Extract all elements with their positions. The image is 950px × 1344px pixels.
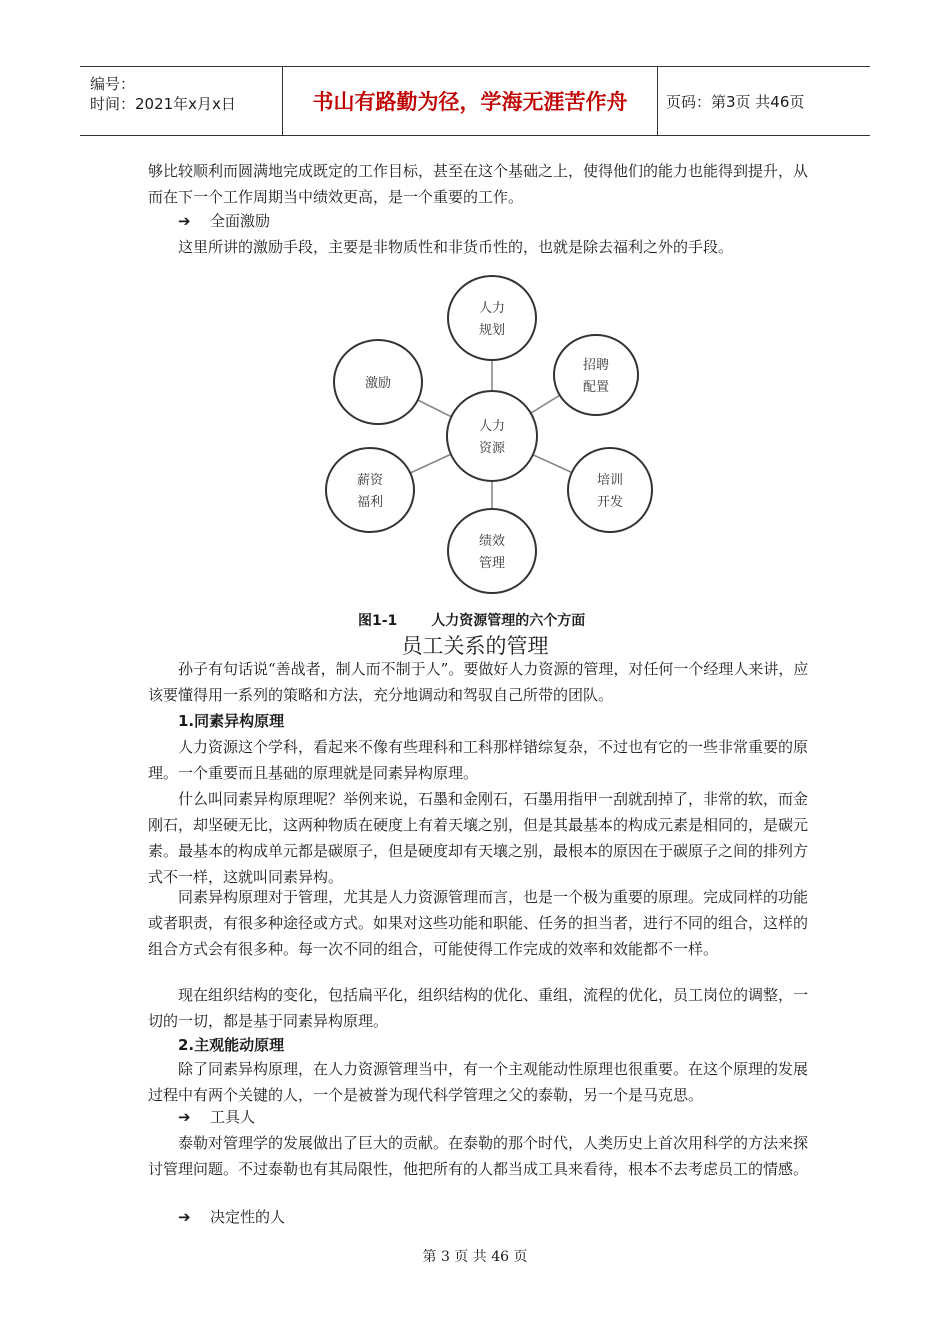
node-center-circle — [447, 391, 537, 481]
spoke-upper-left — [418, 400, 452, 417]
bullet-tool-person — [178, 1104, 255, 1130]
node-center-label-1: 资源 — [478, 441, 506, 456]
section-title: 员工关系的管理 — [401, 634, 549, 658]
node-upper-left-label-0: 激励 — [364, 376, 392, 391]
node-top-label-0: 人力 — [478, 301, 506, 316]
header-meta — [80, 67, 283, 135]
intro-paragraph-1: 够比较顺利而圆满地完成既定的工作目标，甚至在这个基础之上，使得他们的能力也能得到提升，从而在下一个工作周期当中绩效更高，是一个重要的工作。 — [148, 162, 809, 206]
node-top — [448, 276, 536, 360]
bullet-incentive — [178, 208, 270, 234]
heading-initiative: 2.主观能动原理 — [178, 1036, 285, 1054]
node-bottom-label-1: 管理 — [478, 556, 506, 571]
node-center — [447, 391, 537, 481]
node-upper-right-label-0: 招聘 — [582, 358, 610, 373]
node-upper-right-label-1: 配置 — [582, 380, 610, 395]
node-bottom — [448, 509, 536, 593]
heading-isomerism: 1.同素异构原理 — [178, 712, 285, 730]
header-motto: 书山有路勤为径，学海无涯苦作舟 — [283, 67, 658, 135]
node-lower-right-label-0: 培训 — [596, 473, 624, 488]
date-line: 时间：2021年x月x日 — [90, 95, 236, 113]
node-bottom-label-0: 绩效 — [478, 534, 506, 549]
hr-six-aspects-diagram — [320, 268, 660, 598]
node-top-label-1: 规划 — [478, 323, 506, 338]
intro-paragraph-2: 这里所讲的激励手段，主要是非物质性和非货币性的，也就是除去福利之外的手段。 — [178, 238, 734, 256]
node-upper-right — [554, 335, 638, 415]
bullet-tool-label: 工具人 — [210, 1108, 256, 1126]
section-paragraph-6: 除了同素异构原理，在人力资源管理当中，有一个主观能动性原理也很重要。在这个原理的发展过程中有两个关键的人，一个是被誉为现代科学管理之父的泰勒，另一个是马克思。 — [148, 1060, 809, 1104]
arrow-icon: ➔ — [178, 1108, 191, 1126]
diagram-circles — [326, 276, 652, 593]
section-paragraph-5: 现在组织结构的变化，包括扁平化，组织结构的优化、重组，流程的优化，员工岗位的调整，一切的一切，都是基于同素异构原理。 — [148, 986, 809, 1030]
spoke-lower-right — [533, 455, 572, 473]
node-lower-right — [568, 448, 652, 532]
bullet-incentive-label: 全面激励 — [210, 212, 271, 230]
header-page-info: 页码：第3页 共46页 — [666, 92, 805, 111]
arrow-icon: ➔ — [178, 212, 191, 230]
node-upper-left — [334, 340, 422, 424]
figure-caption — [358, 610, 585, 630]
node-lower-left-label-0: 薪资 — [356, 473, 384, 488]
page-header — [80, 66, 870, 136]
section-paragraph-4: 同素异构原理对于管理，尤其是人力资源管理而言，也是一个极为重要的原理。完成同样的功能或者职责，有很多种途径或方式。如果对这些功能和职能、任务的担当者，进行不同的组合，这样的组合方式会有很多种。每一次不同的组合，可能使得工作完成的效率和效能都不一样。 — [148, 888, 809, 958]
figure-number: 图1-1 — [358, 613, 398, 629]
section-paragraph-7: 泰勒对管理学的发展做出了巨大的贡献。在泰勒的那个时代，人类历史上首次用科学的方法来探讨管理问题。不过泰勒也有其局限性，他把所有的人都当成工具来看待，根本不去考虑员工的情感。 — [148, 1134, 809, 1178]
node-lower-left-label-1: 福利 — [356, 495, 384, 510]
bullet-decisive-label: 决定性的人 — [210, 1208, 286, 1226]
node-center-label-0: 人力 — [478, 419, 506, 434]
node-bottom-circle — [448, 509, 536, 593]
arrow-icon: ➔ — [178, 1208, 191, 1226]
section-paragraph-2: 人力资源这个学科，看起来不像有些理科和工科那样错综复杂，不过也有它的一些非常重要的原理。一个重要而且基础的原理就是同素异构原理。 — [148, 738, 809, 782]
node-lower-left — [326, 448, 414, 532]
number-label: 编号： — [90, 75, 136, 93]
node-upper-right-circle — [554, 335, 638, 415]
node-lower-left-circle — [326, 448, 414, 532]
figure-caption-text: 人力资源管理的六个方面 — [431, 613, 586, 629]
node-lower-right-circle — [568, 448, 652, 532]
spoke-upper-right — [531, 395, 560, 413]
section-paragraph-1: 孙子有句话说“善战者，制人而不制于人”。要做好人力资源的管理，对任何一个经理人来讲，应该要懂得用一系列的策略和方法，充分地调动和驾驭自己所带的团队。 — [148, 660, 809, 704]
page-footer: 第 3 页 共 46 页 — [422, 1249, 528, 1265]
bullet-decisive-person — [178, 1204, 285, 1230]
node-top-circle — [448, 276, 536, 360]
spoke-lower-left — [410, 454, 451, 473]
section-paragraph-3: 什么叫同素异构原理呢？举例来说，石墨和金刚石，石墨用指甲一刮就刮掉了，非常的软，而金刚石，却坚硬无比，这两种物质在硬度上有着天壤之别，但是其最基本的构成元素是相同的，是碳元素。最基本的构成单元都是碳原子，但是硬度却有天壤之别，最根本的原因在于碳原子之间的排列方式不一样，这就叫同素异构。 — [148, 790, 809, 886]
node-lower-right-label-1: 开发 — [596, 495, 624, 510]
